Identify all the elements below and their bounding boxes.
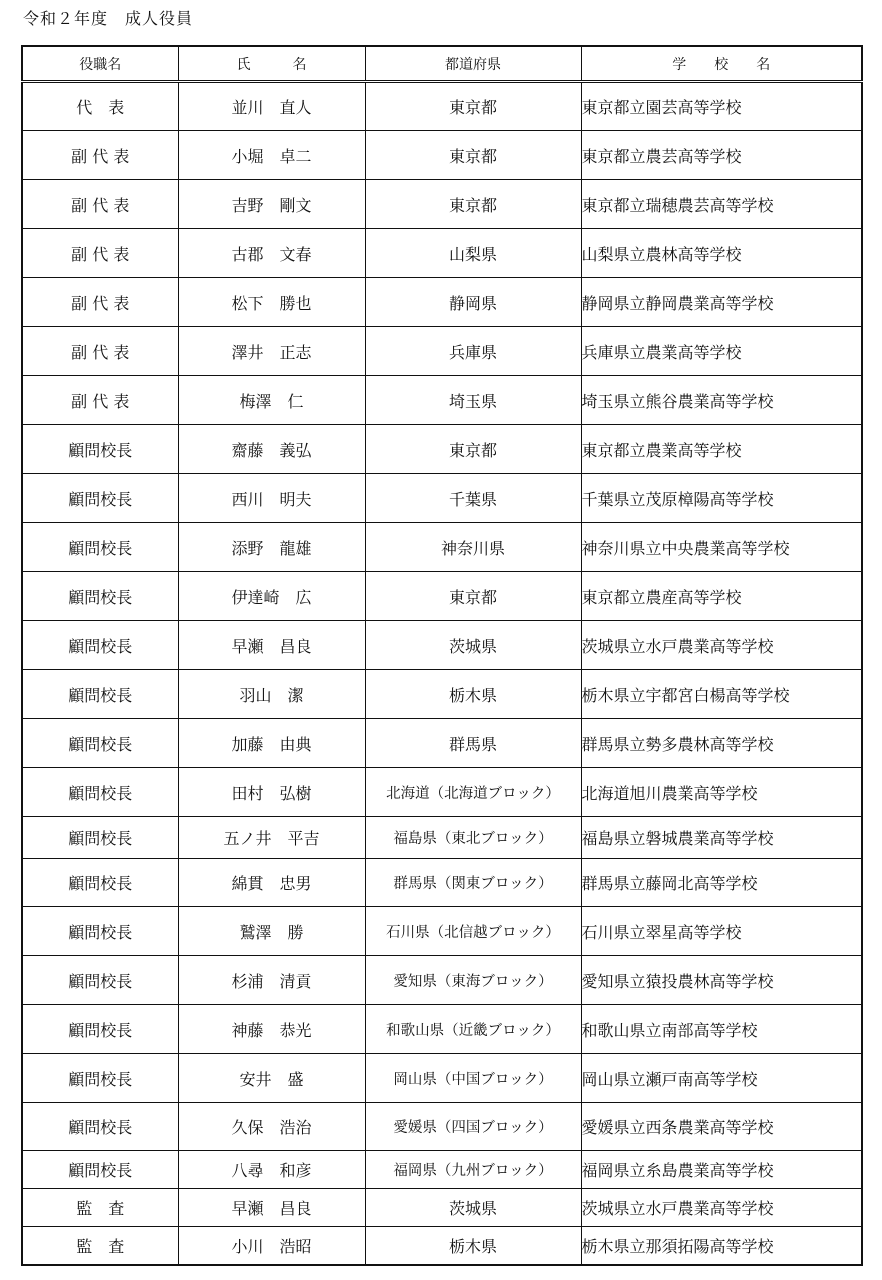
prefecture-cell: 栃木県: [365, 670, 581, 719]
name-cell: 綿貫 忠男: [178, 859, 365, 907]
school-cell: 福岡県立糸島農業高等学校: [581, 1151, 862, 1189]
prefecture-cell: 神奈川県: [365, 523, 581, 572]
header-prefecture: 都道府県: [365, 46, 581, 82]
name-cell: 久保 浩治: [178, 1103, 365, 1151]
table-row: [22, 621, 862, 670]
name-cell: 神藤 恭光: [178, 1005, 365, 1054]
name-cell: 羽山 潔: [178, 670, 365, 719]
name-cell: 古郡 文春: [178, 229, 365, 278]
role-cell: 監 査: [22, 1227, 178, 1265]
prefecture-cell: 和歌山県（近畿ブロック）: [365, 1005, 581, 1054]
school-cell: 東京都立農芸高等学校: [581, 131, 862, 180]
table-row: [22, 768, 862, 817]
table-row: [22, 425, 862, 474]
role-cell: 副 代 表: [22, 376, 178, 425]
table-row: [22, 572, 862, 621]
school-cell: 静岡県立静岡農業高等学校: [581, 278, 862, 327]
table-row: [22, 523, 862, 572]
header-school: 学 校 名: [581, 46, 862, 82]
prefecture-cell: 東京都: [365, 572, 581, 621]
table-row: [22, 327, 862, 376]
school-cell: 栃木県立那須拓陽高等学校: [581, 1227, 862, 1265]
school-cell: 岡山県立瀬戸南高等学校: [581, 1054, 862, 1103]
table-header: [22, 46, 862, 82]
role-cell: 顧問校長: [22, 670, 178, 719]
name-cell: 鷲澤 勝: [178, 907, 365, 956]
table-row: [22, 670, 862, 719]
school-cell: 兵庫県立農業高等学校: [581, 327, 862, 376]
role-cell: 副 代 表: [22, 131, 178, 180]
name-cell: 田村 弘樹: [178, 768, 365, 817]
table-row: [22, 1151, 862, 1189]
table-row: [22, 1005, 862, 1054]
prefecture-cell: 山梨県: [365, 229, 581, 278]
role-cell: 副 代 表: [22, 180, 178, 229]
school-cell: 神奈川県立中央農業高等学校: [581, 523, 862, 572]
prefecture-cell: 栃木県: [365, 1227, 581, 1265]
officers-table: [21, 45, 863, 1266]
role-cell: 顧問校長: [22, 768, 178, 817]
prefecture-cell: 茨城県: [365, 621, 581, 670]
school-cell: 和歌山県立南部高等学校: [581, 1005, 862, 1054]
prefecture-cell: 東京都: [365, 131, 581, 180]
table-row: [22, 907, 862, 956]
role-cell: 副 代 表: [22, 327, 178, 376]
school-cell: 東京都立農産高等学校: [581, 572, 862, 621]
header-name: 氏 名: [178, 46, 365, 82]
name-cell: 添野 龍雄: [178, 523, 365, 572]
table-row: [22, 474, 862, 523]
name-cell: 八尋 和彦: [178, 1151, 365, 1189]
prefecture-cell: 兵庫県: [365, 327, 581, 376]
school-cell: 栃木県立宇都宮白楊高等学校: [581, 670, 862, 719]
name-cell: 松下 勝也: [178, 278, 365, 327]
school-cell: 群馬県立藤岡北高等学校: [581, 859, 862, 907]
role-cell: 副 代 表: [22, 229, 178, 278]
table-row: [22, 719, 862, 768]
name-cell: 安井 盛: [178, 1054, 365, 1103]
prefecture-cell: 福島県（東北ブロック）: [365, 817, 581, 859]
role-cell: 顧問校長: [22, 817, 178, 859]
role-cell: 顧問校長: [22, 523, 178, 572]
table-row: [22, 1189, 862, 1227]
table-row: [22, 82, 862, 131]
name-cell: 齋藤 義弘: [178, 425, 365, 474]
prefecture-cell: 茨城県: [365, 1189, 581, 1227]
name-cell: 伊達崎 広: [178, 572, 365, 621]
prefecture-cell: 静岡県: [365, 278, 581, 327]
table-row: [22, 376, 862, 425]
table-row: [22, 1103, 862, 1151]
prefecture-cell: 石川県（北信越ブロック）: [365, 907, 581, 956]
role-cell: 顧問校長: [22, 425, 178, 474]
prefecture-cell: 千葉県: [365, 474, 581, 523]
school-cell: 北海道旭川農業高等学校: [581, 768, 862, 817]
header-row: [22, 46, 862, 82]
prefecture-cell: 北海道（北海道ブロック）: [365, 768, 581, 817]
role-cell: 顧問校長: [22, 1151, 178, 1189]
role-cell: 顧問校長: [22, 1054, 178, 1103]
school-cell: 茨城県立水戸農業高等学校: [581, 621, 862, 670]
table-row: [22, 1227, 862, 1265]
role-cell: 代 表: [22, 82, 178, 131]
role-cell: 顧問校長: [22, 956, 178, 1005]
school-cell: 茨城県立水戸農業高等学校: [581, 1189, 862, 1227]
prefecture-cell: 福岡県（九州ブロック）: [365, 1151, 581, 1189]
prefecture-cell: 東京都: [365, 82, 581, 131]
table-row: [22, 229, 862, 278]
role-cell: 監 査: [22, 1189, 178, 1227]
name-cell: 杉浦 清貢: [178, 956, 365, 1005]
school-cell: 石川県立翠星高等学校: [581, 907, 862, 956]
role-cell: 顧問校長: [22, 719, 178, 768]
role-cell: 顧問校長: [22, 621, 178, 670]
school-cell: 山梨県立農林高等学校: [581, 229, 862, 278]
role-cell: 顧問校長: [22, 1103, 178, 1151]
school-cell: 福島県立磐城農業高等学校: [581, 817, 862, 859]
prefecture-cell: 岡山県（中国ブロック）: [365, 1054, 581, 1103]
page-title: 令和２年度 成人役員: [23, 9, 194, 28]
table-row: [22, 956, 862, 1005]
table-row: [22, 1054, 862, 1103]
prefecture-cell: 東京都: [365, 425, 581, 474]
table-row: [22, 817, 862, 859]
table-row: [22, 278, 862, 327]
name-cell: 五ノ井 平吉: [178, 817, 365, 859]
name-cell: 吉野 剛文: [178, 180, 365, 229]
name-cell: 早瀬 昌良: [178, 621, 365, 670]
role-cell: 顧問校長: [22, 907, 178, 956]
table-row: [22, 859, 862, 907]
table-row: [22, 131, 862, 180]
table-body: [22, 82, 862, 1265]
school-cell: 東京都立瑞穂農芸高等学校: [581, 180, 862, 229]
prefecture-cell: 群馬県（関東ブロック）: [365, 859, 581, 907]
table-row: [22, 180, 862, 229]
role-cell: 顧問校長: [22, 474, 178, 523]
role-cell: 顧問校長: [22, 1005, 178, 1054]
prefecture-cell: 愛知県（東海ブロック）: [365, 956, 581, 1005]
school-cell: 愛知県立猿投農林高等学校: [581, 956, 862, 1005]
school-cell: 埼玉県立熊谷農業高等学校: [581, 376, 862, 425]
prefecture-cell: 群馬県: [365, 719, 581, 768]
name-cell: 小川 浩昭: [178, 1227, 365, 1265]
school-cell: 群馬県立勢多農林高等学校: [581, 719, 862, 768]
name-cell: 梅澤 仁: [178, 376, 365, 425]
name-cell: 小堀 卓二: [178, 131, 365, 180]
school-cell: 千葉県立茂原樟陽高等学校: [581, 474, 862, 523]
prefecture-cell: 東京都: [365, 180, 581, 229]
name-cell: 早瀬 昌良: [178, 1189, 365, 1227]
prefecture-cell: 埼玉県: [365, 376, 581, 425]
role-cell: 顧問校長: [22, 859, 178, 907]
school-cell: 愛媛県立西条農業高等学校: [581, 1103, 862, 1151]
name-cell: 並川 直人: [178, 82, 365, 131]
role-cell: 副 代 表: [22, 278, 178, 327]
name-cell: 加藤 由典: [178, 719, 365, 768]
school-cell: 東京都立園芸高等学校: [581, 82, 862, 131]
name-cell: 西川 明夫: [178, 474, 365, 523]
name-cell: 澤井 正志: [178, 327, 365, 376]
prefecture-cell: 愛媛県（四国ブロック）: [365, 1103, 581, 1151]
role-cell: 顧問校長: [22, 572, 178, 621]
school-cell: 東京都立農業高等学校: [581, 425, 862, 474]
header-role: 役職名: [22, 46, 178, 82]
